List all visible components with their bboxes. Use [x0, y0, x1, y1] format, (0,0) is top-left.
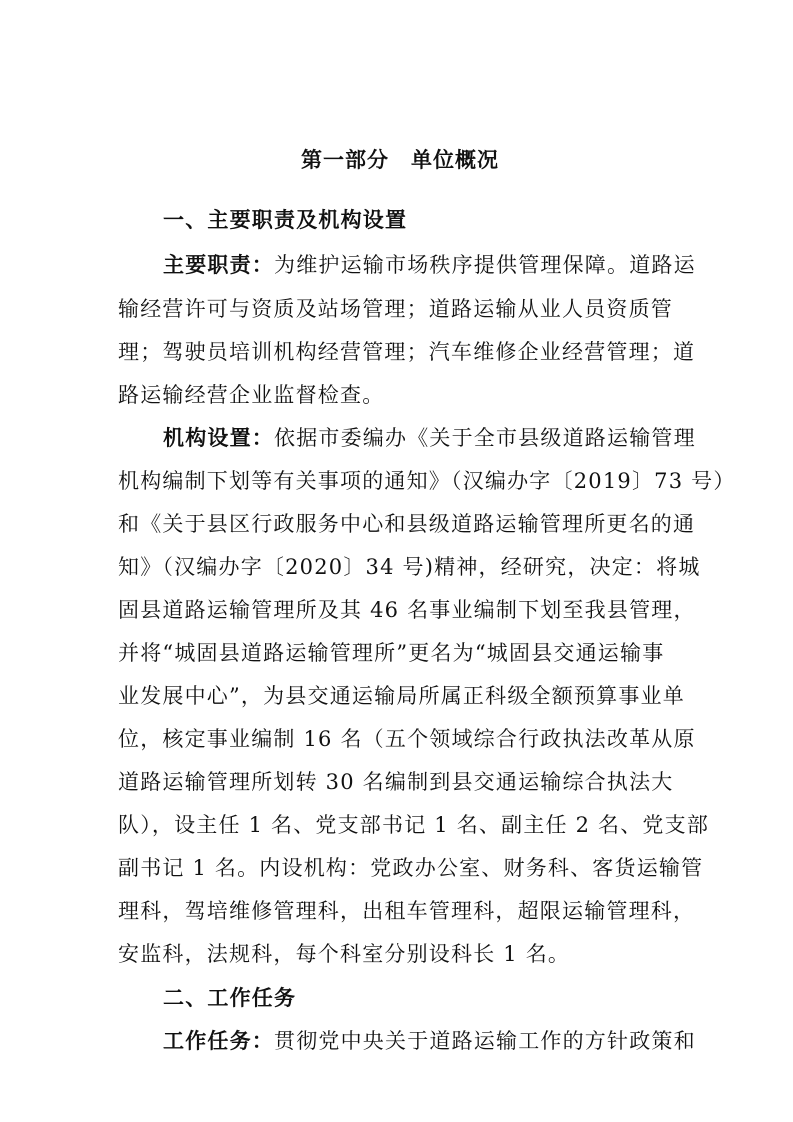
paragraph-line: 副书记 1 名。内设机构：党政办公室、财务科、客货运输管: [118, 856, 704, 880]
paragraph-line: 输经营许可与资质及站场管理；道路运输从业人员资质管: [118, 297, 673, 321]
paragraph-line: 道路运输管理所划转 30 名编制到县交通运输综合执法大: [118, 770, 674, 794]
paragraph-line: [163, 1026, 696, 1056]
paragraph-line: 理；驾驶员培训机构经营管理；汽车维修企业经营管理；道: [118, 340, 696, 364]
paragraph-line: 位，核定事业编制 16 名（五个领域综合行政执法改革从原: [118, 727, 696, 751]
paragraph-line: 并将“城固县道路运输管理所”更名为“城固县交通运输事: [118, 641, 665, 665]
duties-label: 主要职责：: [163, 253, 274, 277]
paragraph-line: 安监科，法规科，每个科室分别设科长 1 名。: [118, 942, 571, 966]
section-heading-2: 二、工作任务: [163, 986, 297, 1010]
paragraph-line: 和《关于县区行政服务中心和县级道路运输管理所更名的通: [118, 512, 696, 536]
paragraph-line: 固县道路运输管理所及其 46 名事业编制下划至我县管理，: [118, 598, 696, 622]
section-heading-1: 一、主要职责及机构设置: [163, 208, 408, 232]
tasks-label: 工作任务：: [163, 1029, 274, 1053]
paragraph-line: 队），设主任 1 名、党支部书记 1 名、副主任 2 名、党支部: [118, 813, 710, 837]
paragraph-line: 知》（汉编办字〔2020〕34 号)精神，经研究，决定：将城: [118, 555, 701, 579]
tasks-text: 贯彻党中央关于道路运输工作的方针政策和: [274, 1029, 696, 1053]
paragraph-line: 机构编制下划等有关事项的通知》（汉编办字〔2019〕73 号）: [118, 469, 736, 493]
duties-text: 为维护运输市场秩序提供管理保障。道路运: [274, 253, 696, 277]
paragraph-line: 路运输经营企业监督检查。: [118, 383, 385, 407]
paragraph-line: [163, 423, 696, 453]
org-text: 依据市委编办《关于全市县级道路运输管理: [274, 426, 696, 450]
paragraph-line: 理科，驾培维修管理科，出租车管理科，超限运输管理科，: [118, 899, 696, 923]
page-title: 第一部分 单位概况: [301, 148, 499, 172]
paragraph-line: [163, 250, 696, 280]
org-label: 机构设置：: [163, 426, 274, 450]
paragraph-line: 业发展中心”，为县交通运输局所属正科级全额预算事业单: [118, 684, 685, 708]
